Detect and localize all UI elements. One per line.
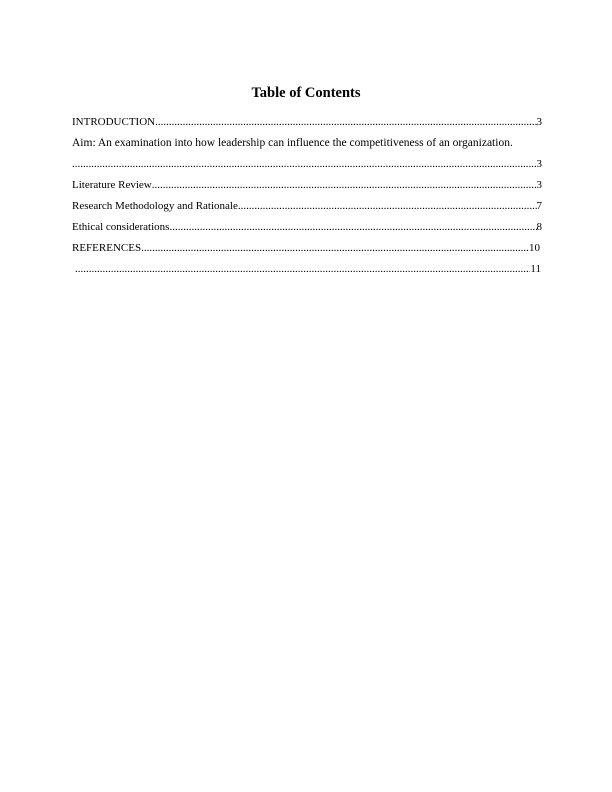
dot-leader <box>75 259 530 279</box>
toc-entry-aim-label[interactable]: Aim: An examination into how leadership can influence the competitiveness of an organization. <box>72 137 513 149</box>
toc-entry-label: INTRODUCTION <box>72 116 156 128</box>
toc-entry-label: REFERENCES <box>72 242 142 254</box>
toc-entry-label: Ethical considerations <box>72 221 170 233</box>
dot-leader <box>238 196 537 216</box>
toc-entry-aim[interactable] <box>72 154 542 175</box>
toc-entry-research-methodology[interactable] <box>72 196 542 217</box>
dot-leader <box>141 238 529 258</box>
toc-entry-page: 7 <box>536 200 542 212</box>
toc-entry-page: 3 <box>536 116 542 128</box>
toc-title: Table of Contents <box>251 85 361 101</box>
toc-entry-page: 11 <box>530 263 541 275</box>
toc-entry-ethical-considerations[interactable] <box>72 217 542 238</box>
dot-leader <box>155 112 536 132</box>
toc-entry-literature-review[interactable] <box>72 175 542 196</box>
toc-entry-page: 10 <box>529 242 540 254</box>
toc-entry-label: Research Methodology and Rationale <box>72 200 238 212</box>
toc-entry-references[interactable] <box>72 238 540 259</box>
toc-entry-page: 3 <box>536 158 542 170</box>
toc-list <box>72 112 542 280</box>
dot-leader <box>169 217 536 237</box>
toc-entry-page: 3 <box>536 179 542 191</box>
dot-leader <box>72 154 537 174</box>
toc-entry-label: Literature Review <box>72 179 152 191</box>
toc-entry-introduction[interactable] <box>72 112 542 133</box>
toc-entry-page: 8 <box>536 221 542 233</box>
dot-leader <box>152 175 537 195</box>
toc-entry-unnamed[interactable] <box>72 259 541 280</box>
